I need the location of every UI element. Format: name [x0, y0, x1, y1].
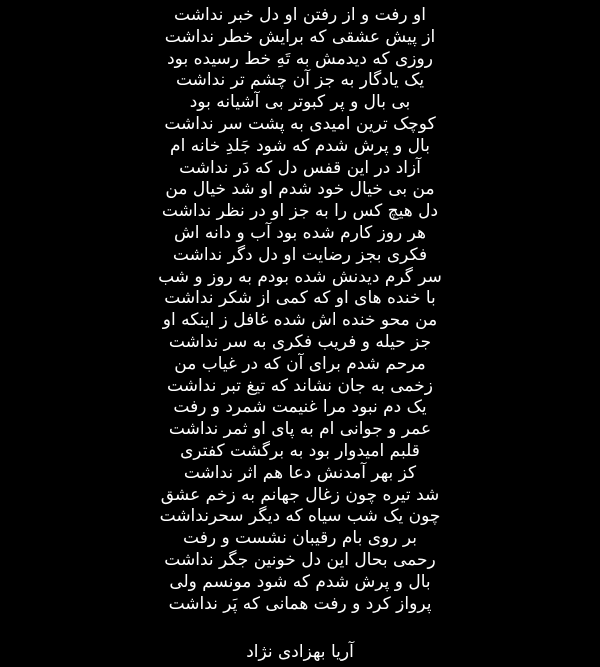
poem-line: عمر و جوانی ام به پای او ثمر نداشت	[168, 419, 432, 440]
poem-body	[0, 5, 600, 615]
poem-line: یک دم نبود مرا غنیمت شمرد و رفت	[173, 397, 427, 418]
poem-line: رحمی بحال این دل خونین جگر نداشت	[164, 549, 436, 570]
poem-line: زخمی به جان نشاند که تیغ تبر نداشت	[167, 375, 433, 396]
poem-line: آزاد در این قفس دل که دَر نداشت	[179, 157, 421, 178]
poem-line: جز حیله و فریب فکری به سر نداشت	[168, 331, 432, 352]
poem-line: روزی که دیدمش به تَهِ خط رسیده بود	[167, 48, 433, 69]
poem-line: کوچک ترین امیدی به پشت سر نداشت	[164, 113, 436, 134]
poem-line: یک یادگار به جز آن چشم تر نداشت	[175, 70, 425, 91]
poem-line: بال و پرش شدم که شود جَلدِ خانه ام	[170, 135, 430, 156]
poem-line: پرواز کرد و رفت همانی که پَر نداشت	[168, 593, 432, 614]
author-signature: آریا بهزادی نژاد	[246, 642, 354, 662]
poem-line: سر گرم دیدنش شده بودم به روز و شب	[158, 266, 442, 287]
poem-line: بر روی بام رقیبان نشست و رفت	[183, 528, 417, 549]
poem-line: فکری بجز رضایت او دل دگر نداشت	[172, 244, 428, 265]
poem-line: او رفت و از رفتن او دل خبر نداشت	[174, 5, 426, 25]
poem-line: من محو خنده اش شده غافل ز اینکه او	[162, 310, 438, 331]
poem-line: از پیش عشقی که برایش خطر نداشت	[164, 26, 436, 47]
poem-line: چون یک شب سیاه که دیگر سحرنداشت	[159, 506, 441, 527]
poem-line: بال و پرش شدم که شود مونسم ولی	[169, 571, 431, 592]
poem-line: هر روز کارم شده بود آب و دانه اش	[174, 222, 426, 243]
poem-line: با خنده های او که کمی از شکر نداشت	[164, 288, 436, 309]
poem-line: بی بال و پر کبوتر بی آشیانه بود	[189, 92, 411, 113]
poem-line: قلبم امیدوار بود به برگشت کفتری	[180, 440, 420, 461]
poem-line: شد تیره چون زغال جهانم به زخم عشق	[160, 484, 440, 505]
poem-line: کز بهر آمدنش دعا هم اثر نداشت	[183, 462, 417, 483]
poem-line: من بی خیال خود شدم او شد خیال من	[165, 179, 435, 200]
poem-line: دل هیچ کس را به جز او در نظر نداشت	[161, 201, 439, 222]
poem-line: مرحم شدم برای آن که در غیاب من	[174, 353, 426, 374]
